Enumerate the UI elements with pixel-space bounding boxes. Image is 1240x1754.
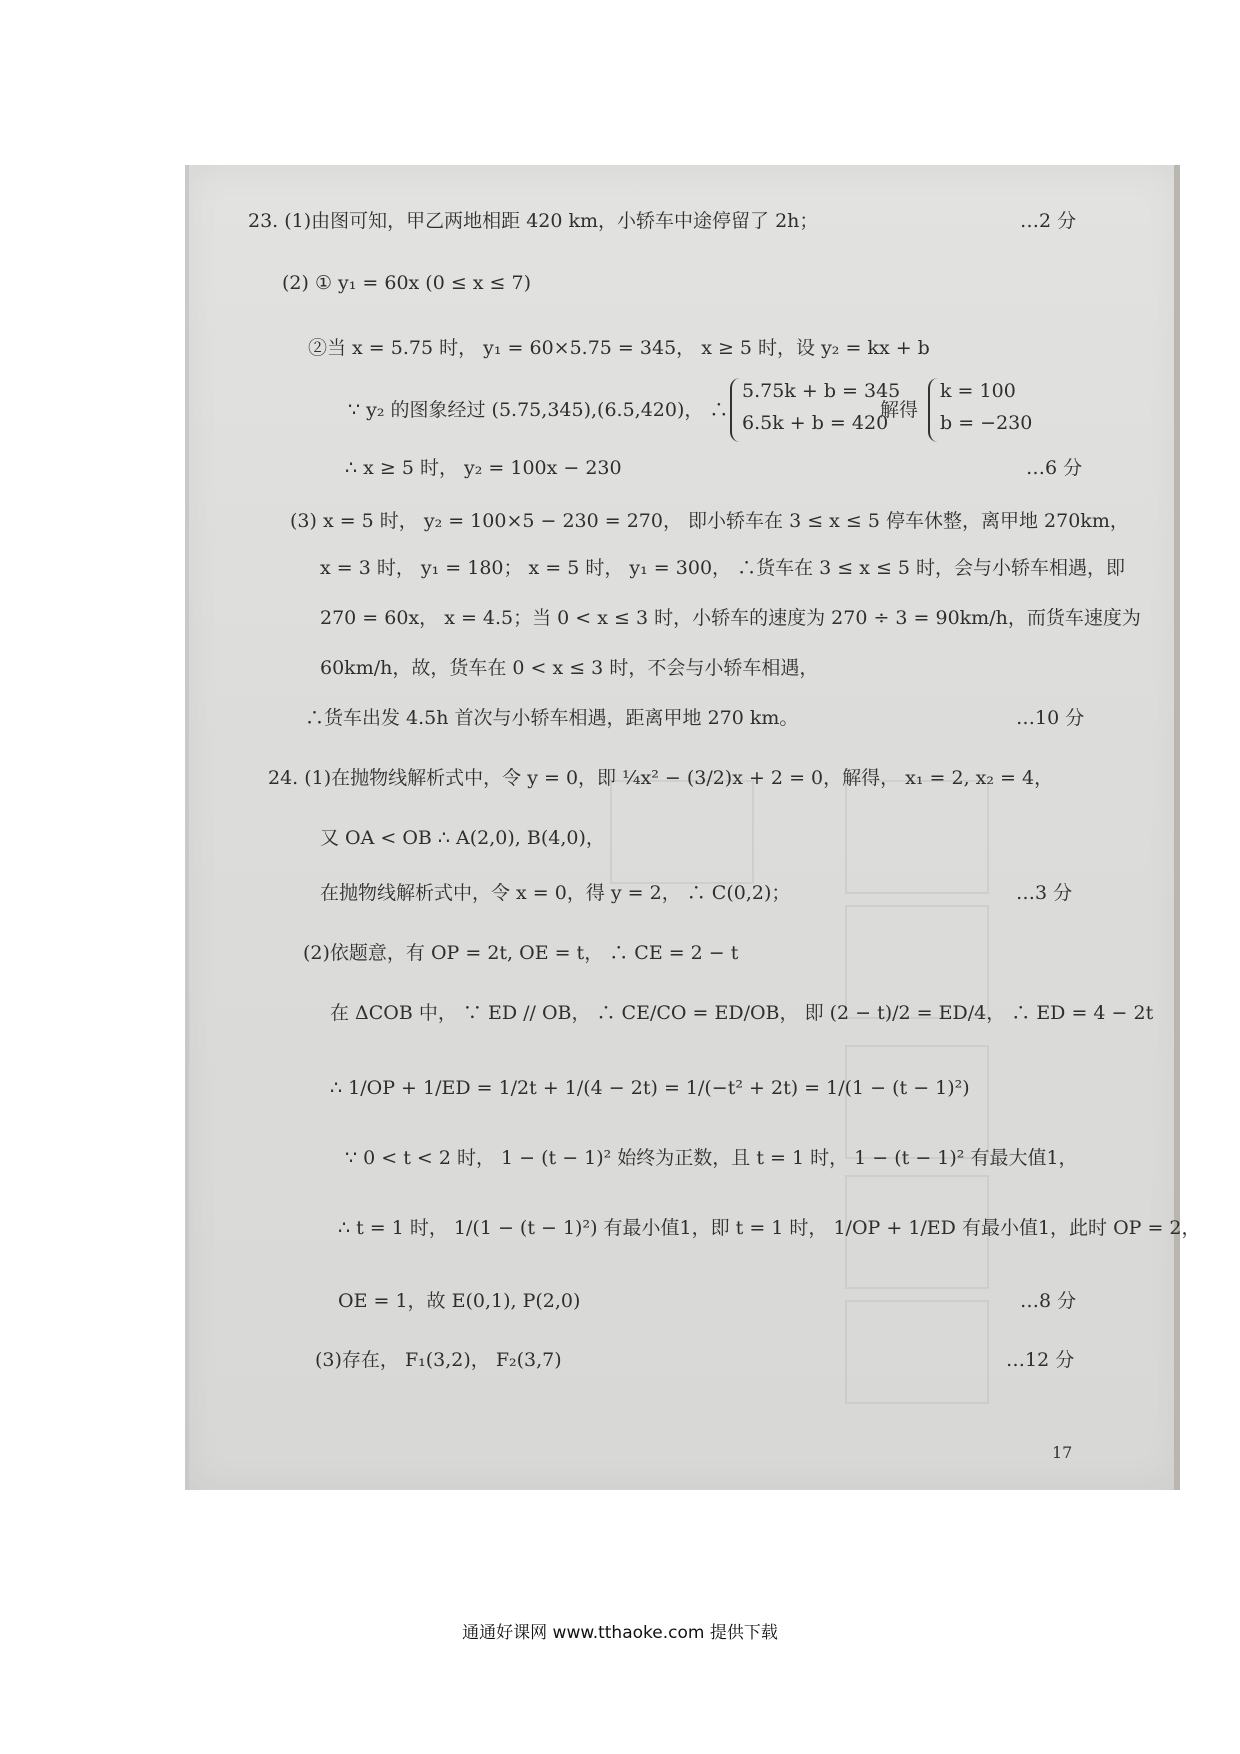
p24-line-3: 在抛物线解析式中，令 x = 0，得 y = 2， ∴ C(0,2)； [320,882,791,904]
p23-line-9: 60km/h，故，货车在 0 < x ≤ 3 时，不会与小轿车相遇， [320,657,819,679]
p24-line-7: ∵ 0 < t < 2 时， 1 − (t − 1)² 始终为正数，且 t = 1 时， 1 − (t − 1)² 有最大值1， [345,1147,1078,1169]
p23-line-8: 270 = 60x， x = 4.5；当 0 < x ≤ 3 时，小轿车的速度为 270 ÷ 3 = 90km/h，而货车速度为 [320,607,1141,629]
p24-line-4: (2)依题意，有 OP = 2t, OE = t， ∴ CE = 2 − t [303,942,739,964]
p23-line-3: ②当 x = 5.75 时， y₁ = 60×5.75 = 345， x ≥ 5 时，设 y₂ = kx + b [308,337,930,359]
p23-line-6: (3) x = 5 时， y₂ = 100×5 − 230 = 270， 即小轿车在 3 ≤ x ≤ 5 停车休整，离甲地 270km， [290,510,1129,532]
score-8: …8 分 [1020,1290,1077,1312]
score-12: …12 分 [1006,1349,1075,1371]
p24-line-2: 又 OA < OB ∴ A(2,0), B(4,0)， [320,827,605,849]
p23-line-7: x = 3 时， y₁ = 180； x = 5 时， y₁ = 300， ∴货车在 3 ≤ x ≤ 5 时，会与小轿车相遇，即 [320,557,1126,579]
p23-line-2: (2) ① y₁ = 60x (0 ≤ x ≤ 7) [282,272,532,294]
p24-line-10: (3)存在， F₁(3,2)， F₂(3,7) [315,1349,562,1371]
system-brace [730,378,740,442]
system-eq-2: 6.5k + b = 420 [742,412,889,434]
p24-line-6: ∴ 1/OP + 1/ED = 1/2t + 1/(4 − 2t) = 1/(−t² + 2t) = 1/(1 − (t − 1)²) [330,1077,970,1099]
p24-line-5: 在 ΔCOB 中， ∵ ED // OB， ∴ CE/CO = ED/OB， 即 (2 − t)/2 = ED/4， ∴ ED = 4 − 2t [330,1002,1154,1024]
system-eq-1: 5.75k + b = 345 [742,380,901,402]
bleed-through-box [610,780,754,884]
footer-credit: 通通好课网 www.tthaoke.com 提供下载 [462,1623,778,1643]
p23-line-10: ∴货车出发 4.5h 首次与小轿车相遇，距离甲地 270 km。 [305,707,799,729]
p23-line-4a: ∵ y₂ 的图象经过 (5.75,345),(6.5,420)， ∴ [348,399,729,421]
p24-line-9: OE = 1，故 E(0,1), P(2,0) [338,1290,581,1312]
p24-line-1: 24. (1)在抛物线解析式中，令 y = 0，即 ¼x² − (3/2)x + 2 = 0，解得， x₁ = 2, x₂ = 4， [268,767,1054,789]
score-10: …10 分 [1016,707,1085,729]
p23-line-1: 23. (1)由图可知，甲乙两地相距 420 km，小轿车中途停留了 2h； [248,210,819,232]
p23-line-5: ∴ x ≥ 5 时， y₂ = 100x − 230 [345,457,622,479]
solution-b: b = −230 [940,412,1033,434]
score-3: …3 分 [1016,882,1073,904]
page-edge-left [185,165,189,1490]
bleed-through-box [845,780,989,894]
bleed-through-box [845,1045,989,1159]
solution-k: k = 100 [940,380,1016,402]
page-number: 17 [1052,1443,1073,1462]
solve-label: 解得 [880,399,919,421]
bleed-through-box [845,1300,989,1404]
score-6: …6 分 [1026,457,1083,479]
solution-brace [928,378,938,442]
page-edge-right [1174,165,1180,1490]
score-2: …2 分 [1020,210,1077,232]
p24-line-8: ∴ t = 1 时， 1/(1 − (t − 1)²) 有最小值1，即 t = 1 时， 1/OP + 1/ED 有最小值1，此时 OP = 2， [338,1217,1201,1239]
